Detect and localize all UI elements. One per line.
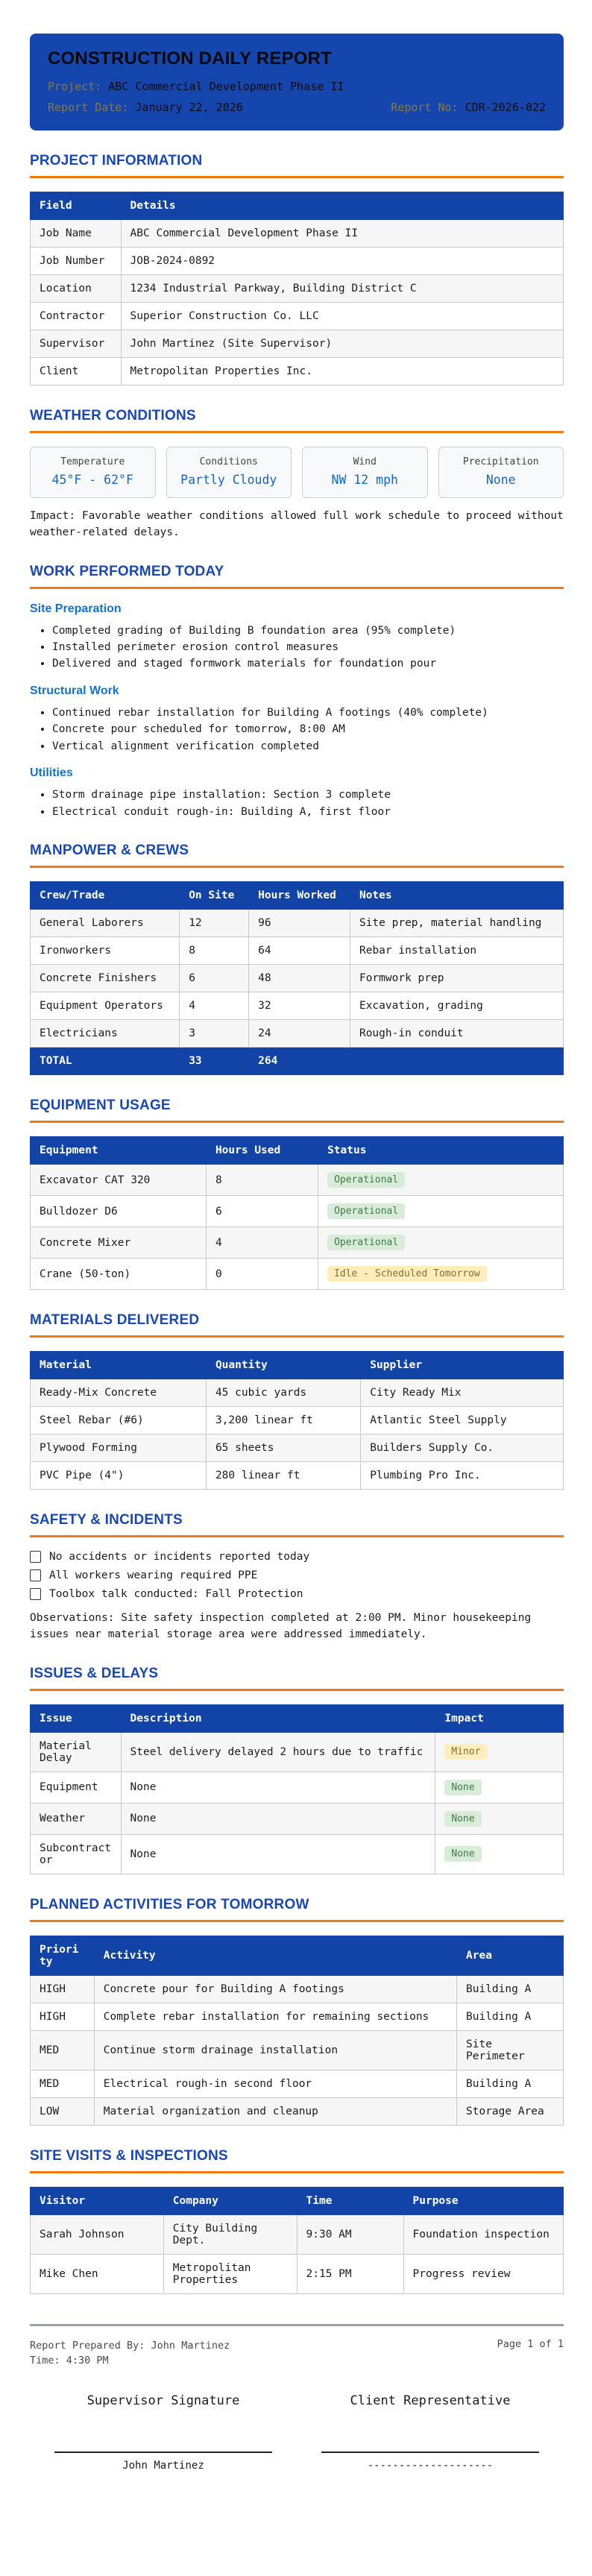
table-cell: Metropolitan Properties: [163, 2254, 297, 2293]
table-row: [31, 992, 564, 1020]
column-header: Purpose: [403, 2187, 564, 2214]
checkbox-icon[interactable]: [30, 1588, 41, 1600]
section-divider: [30, 1121, 564, 1123]
table-cell: [350, 1048, 563, 1075]
table-cell: Foundation inspection: [403, 2214, 564, 2254]
checklist-item: [30, 1588, 564, 1600]
table-cell: John Martinez (Site Supervisor): [121, 330, 563, 358]
table-cell: Concrete Mixer: [31, 1227, 207, 1259]
prepared-time-text: Time: 4:30 PM: [30, 2355, 109, 2366]
table-cell: 4: [206, 1227, 318, 1259]
table-cell: 280 linear ft: [206, 1462, 360, 1490]
table-cell: Equipment: [31, 1772, 122, 1803]
table-cell: Ironworkers: [31, 937, 180, 965]
table-cell: None: [121, 1803, 435, 1834]
table-row: [31, 1834, 564, 1874]
work-item-list: [30, 787, 564, 820]
table-row: [31, 2214, 564, 2254]
table-cell: 4: [180, 992, 249, 1020]
table-row: [31, 1732, 564, 1772]
table-cell: 8: [206, 1165, 318, 1196]
table-cell: [318, 1259, 564, 1290]
status-badge: Idle - Scheduled Tomorrow: [327, 1266, 487, 1282]
table-cell: Rebar installation: [350, 937, 563, 965]
checkbox-icon[interactable]: [30, 1551, 41, 1563]
section-title: MATERIALS DELIVERED: [30, 1312, 200, 1329]
column-header: Priority: [31, 1936, 95, 1975]
table-cell: Complete rebar installation for remaining sections: [94, 2003, 456, 2030]
section-divider: [30, 587, 564, 589]
table-row: [31, 330, 564, 358]
weather-card-label: Precipitation: [462, 456, 539, 467]
work-item: • Delivered and staged formwork materials for foundation pour: [52, 655, 564, 672]
table-row: [31, 1462, 564, 1490]
section-title: PLANNED ACTIVITIES FOR TOMORROW: [30, 1896, 309, 1912]
table-total-row: [31, 1048, 564, 1075]
table-row: [31, 303, 564, 330]
table-row: [31, 1975, 564, 2003]
equipment-table: [30, 1136, 564, 1290]
column-header: Company: [163, 2187, 297, 2214]
planned-activities-table: [30, 1936, 564, 2126]
section-divider: [30, 1920, 564, 1922]
table-row: [31, 1407, 564, 1435]
safety-checklist: [30, 1551, 564, 1600]
weather-card: [30, 447, 156, 498]
table-cell: Supervisor: [31, 330, 122, 358]
table-row: [31, 220, 564, 248]
signature-name: --------------------: [367, 2460, 494, 2472]
section-title: WORK PERFORMED TODAY: [30, 563, 224, 579]
weather-impact-text: Impact: Favorable weather conditions allowed full work schedule to proceed without weather-related delays.: [30, 510, 564, 538]
table-cell: Bulldozer D6: [31, 1196, 207, 1227]
signature-label: Supervisor Signature: [86, 2393, 240, 2409]
table-cell: Equipment Operators: [31, 992, 180, 1020]
table-cell: Excavator CAT 320: [31, 1165, 207, 1196]
report-header: [30, 34, 564, 130]
table-header-row: [31, 1704, 564, 1732]
table-cell: [435, 1803, 564, 1834]
table-header-row: [31, 2187, 564, 2214]
section-title: PROJECT INFORMATION: [30, 153, 203, 169]
table-cell: 32: [249, 992, 350, 1020]
project-label: Project:: [48, 80, 102, 93]
work-group-heading: Site Preparation: [30, 602, 122, 615]
column-header: Time: [297, 2187, 403, 2214]
table-cell: Continue storm drainage installation: [94, 2030, 456, 2070]
work-item: • Vertical alignment verification completed: [52, 738, 564, 755]
section-divider: [30, 2171, 564, 2173]
section-divider: [30, 866, 564, 868]
section-title: MANPOWER & CREWS: [30, 843, 189, 859]
table-cell: Site Perimeter: [457, 2030, 564, 2070]
status-badge: Operational: [327, 1203, 405, 1219]
table-cell: Material organization and cleanup: [94, 2097, 456, 2125]
table-cell: 0: [206, 1259, 318, 1290]
signature-name: John Martinez: [122, 2460, 204, 2472]
prepared-by-block: [30, 2338, 230, 2369]
materials-table: [30, 1351, 564, 1490]
section-title: SAFETY & INCIDENTS: [30, 1512, 183, 1528]
weather-card-label: Temperature: [60, 456, 125, 467]
table-row: [31, 2254, 564, 2293]
signature-line: [54, 2451, 273, 2453]
section-divider: [30, 176, 564, 178]
table-row: [31, 248, 564, 275]
table-cell: Plumbing Pro Inc.: [361, 1462, 564, 1490]
table-cell: Concrete Finishers: [31, 965, 180, 992]
table-row: [31, 1803, 564, 1834]
table-row: [31, 358, 564, 385]
work-item: • Electrical conduit rough-in: Building A, first floor: [52, 804, 564, 820]
report-footer: [30, 2324, 564, 2472]
table-cell: 6: [180, 965, 249, 992]
table-cell: Job Number: [31, 248, 122, 275]
weather-card-label: Wind: [353, 456, 377, 467]
table-cell: [318, 1196, 564, 1227]
work-item: • Completed grading of Building B foundation area (95% complete): [52, 623, 564, 639]
signature-blocks: [30, 2393, 564, 2472]
column-header: Supplier: [361, 1352, 564, 1379]
table-cell: 45 cubic yards: [206, 1379, 360, 1407]
column-header: Status: [318, 1137, 564, 1165]
work-item-list: [30, 705, 564, 755]
table-cell: Ready-Mix Concrete: [31, 1379, 207, 1407]
table-row: [31, 1379, 564, 1407]
project-line: [48, 80, 546, 93]
signature-block: [318, 2393, 543, 2472]
table-row: [31, 965, 564, 992]
work-item: • Concrete pour scheduled for tomorrow, 8:00 AM: [52, 721, 564, 737]
table-cell: Concrete pour for Building A footings: [94, 1975, 456, 2003]
weather-card: [302, 447, 428, 498]
table-cell: Excavation, grading: [350, 992, 563, 1020]
site-visits-table: [30, 2187, 564, 2294]
table-cell: 12: [180, 910, 249, 937]
table-cell: Rough-in conduit: [350, 1020, 563, 1048]
section-project-information: [30, 153, 564, 385]
table-cell: 6: [206, 1196, 318, 1227]
checkbox-icon[interactable]: [30, 1569, 41, 1581]
column-header: Issue: [31, 1704, 122, 1732]
section-site-visits: [30, 2148, 564, 2294]
column-header: On Site: [180, 882, 249, 910]
table-row: [31, 937, 564, 965]
table-cell: Material Delay: [31, 1732, 122, 1772]
table-cell: Steel delivery delayed 2 hours due to traffic: [121, 1732, 435, 1772]
checklist-label: Toolbox talk conducted: Fall Protection: [49, 1588, 303, 1601]
table-cell: Storage Area: [457, 2097, 564, 2125]
section-weather-conditions: [30, 408, 564, 541]
checklist-label: All workers wearing required PPE: [49, 1569, 258, 1582]
work-group-heading: Structural Work: [30, 684, 119, 697]
table-cell: City Building Dept.: [163, 2214, 297, 2254]
work-item: • Installed perimeter erosion control measures: [52, 639, 564, 655]
signature-label: Client Representative: [350, 2393, 511, 2409]
table-cell: ABC Commercial Development Phase II: [121, 220, 563, 248]
section-materials-delivered: [30, 1312, 564, 1490]
weather-card-value: 45°F - 62°F: [51, 473, 133, 487]
column-header: Notes: [350, 882, 563, 910]
table-header-row: [31, 1936, 564, 1975]
table-row: [31, 2070, 564, 2097]
table-cell: General Laborers: [31, 910, 180, 937]
table-cell: Atlantic Steel Supply: [361, 1407, 564, 1435]
column-header: Material: [31, 1352, 207, 1379]
table-row: [31, 2003, 564, 2030]
signature-block: [51, 2393, 276, 2472]
table-cell: Building A: [457, 2070, 564, 2097]
table-cell: Metropolitan Properties Inc.: [121, 358, 563, 385]
status-badge: None: [444, 1846, 481, 1862]
table-row: [31, 1772, 564, 1803]
table-row: [31, 1435, 564, 1462]
report-meta-row: [48, 101, 546, 114]
table-cell: PVC Pipe (4"): [31, 1462, 207, 1490]
work-item-list: [30, 623, 564, 673]
section-equipment-usage: [30, 1098, 564, 1290]
section-manpower-crews: [30, 843, 564, 1075]
checklist-item: [30, 1569, 564, 1581]
table-row: [31, 275, 564, 303]
checklist-label: No accidents or incidents reported today: [49, 1551, 310, 1563]
work-group-heading: Utilities: [30, 766, 73, 780]
report-no-value: CDR-2026-022: [465, 101, 546, 114]
report-no-label: Report No:: [391, 101, 459, 114]
section-divider: [30, 1335, 564, 1338]
section-safety-incidents: [30, 1512, 564, 1643]
table-cell: Sarah Johnson: [31, 2214, 164, 2254]
table-cell: LOW: [31, 2097, 95, 2125]
safety-observations: Observations: Site safety inspection completed at 2:00 PM. Minor housekeeping issues near material storage area were addressed immediately.: [30, 1612, 532, 1640]
table-cell: City Ready Mix: [361, 1379, 564, 1407]
column-header: Field: [31, 192, 122, 220]
table-cell: Steel Rebar (#6): [31, 1407, 207, 1435]
report-no-line: [391, 101, 546, 114]
weather-card-value: None: [485, 473, 516, 487]
section-issues-delays: [30, 1666, 564, 1874]
section-work-performed: [30, 564, 564, 821]
table-row: [31, 1165, 564, 1196]
table-cell: Subcontractor: [31, 1834, 122, 1874]
section-title: EQUIPMENT USAGE: [30, 1098, 171, 1114]
manpower-table: [30, 881, 564, 1075]
table-cell: None: [121, 1834, 435, 1874]
checklist-item: [30, 1551, 564, 1563]
table-cell: [435, 1732, 564, 1772]
table-cell: 24: [249, 1020, 350, 1048]
table-cell: Client: [31, 358, 122, 385]
table-cell: MED: [31, 2070, 95, 2097]
table-cell: TOTAL: [31, 1048, 180, 1075]
table-cell: 1234 Industrial Parkway, Building District C: [121, 275, 563, 303]
table-cell: [318, 1227, 564, 1259]
table-cell: 64: [249, 937, 350, 965]
table-header-row: [31, 882, 564, 910]
column-header: Area: [457, 1936, 564, 1975]
column-header: Hours Worked: [249, 882, 350, 910]
weather-card-label: Conditions: [199, 456, 258, 467]
table-cell: Plywood Forming: [31, 1435, 207, 1462]
status-badge: None: [444, 1780, 481, 1795]
table-cell: 9:30 AM: [297, 2214, 403, 2254]
table-cell: 65 sheets: [206, 1435, 360, 1462]
table-header-row: [31, 1137, 564, 1165]
table-cell: [318, 1165, 564, 1196]
table-cell: Site prep, material handling: [350, 910, 563, 937]
column-header: Description: [121, 1704, 435, 1732]
status-badge: None: [444, 1811, 481, 1827]
table-cell: HIGH: [31, 2003, 95, 2030]
table-cell: MED: [31, 2030, 95, 2070]
table-cell: HIGH: [31, 1975, 95, 2003]
work-item: • Storm drainage pipe installation: Section 3 complete: [52, 787, 564, 803]
table-cell: Formwork prep: [350, 965, 563, 992]
table-cell: 96: [249, 910, 350, 937]
column-header: Hours Used: [206, 1137, 318, 1165]
prepared-by-text: Report Prepared By: John Martinez: [30, 2339, 230, 2352]
table-cell: Job Name: [31, 220, 122, 248]
report-date-line: [48, 101, 243, 114]
table-header-row: [31, 1352, 564, 1379]
weather-cards: [30, 447, 564, 498]
status-badge: Operational: [327, 1172, 405, 1188]
page-number: Page 1 of 1: [497, 2337, 564, 2350]
table-row: [31, 1196, 564, 1227]
table-cell: Weather: [31, 1803, 122, 1834]
status-badge: Operational: [327, 1235, 405, 1250]
signature-line: [321, 2451, 540, 2453]
project-value: ABC Commercial Development Phase II: [108, 80, 344, 93]
table-row: [31, 1020, 564, 1048]
issues-table: [30, 1704, 564, 1874]
status-badge: Minor: [444, 1744, 487, 1760]
column-header: Visitor: [31, 2187, 164, 2214]
section-planned-activities: [30, 1897, 564, 2126]
table-cell: Crane (50-ton): [31, 1259, 207, 1290]
table-cell: Progress review: [403, 2254, 564, 2293]
table-cell: Electricians: [31, 1020, 180, 1048]
table-cell: Contractor: [31, 303, 122, 330]
work-item: • Continued rebar installation for Building A footings (40% complete): [52, 705, 564, 721]
table-row: [31, 2030, 564, 2070]
report-title: CONSTRUCTION DAILY REPORT: [48, 48, 333, 69]
section-title: ISSUES & DELAYS: [30, 1665, 159, 1681]
table-cell: Superior Construction Co. LLC: [121, 303, 563, 330]
table-row: [31, 2097, 564, 2125]
table-cell: Building A: [457, 1975, 564, 2003]
table-cell: 264: [249, 1048, 350, 1075]
work-groups: [30, 602, 564, 821]
project-info-table: [30, 192, 564, 385]
table-cell: Location: [31, 275, 122, 303]
table-cell: [435, 1834, 564, 1874]
column-header: Activity: [94, 1936, 456, 1975]
table-cell: [435, 1772, 564, 1803]
table-row: [31, 1227, 564, 1259]
column-header: Details: [121, 192, 563, 220]
table-cell: None: [121, 1772, 435, 1803]
table-row: [31, 1259, 564, 1290]
weather-card-value: NW 12 mph: [331, 473, 398, 487]
section-divider: [30, 431, 564, 433]
table-cell: 2:15 PM: [297, 2254, 403, 2293]
weather-card-value: Partly Cloudy: [180, 473, 277, 487]
table-cell: Building A: [457, 2003, 564, 2030]
table-cell: Electrical rough-in second floor: [94, 2070, 456, 2097]
table-cell: 48: [249, 965, 350, 992]
report-date-value: January 22, 2026: [135, 101, 243, 114]
table-header-row: [31, 192, 564, 220]
table-row: [31, 910, 564, 937]
section-divider: [30, 1689, 564, 1691]
column-header: Quantity: [206, 1352, 360, 1379]
table-cell: 8: [180, 937, 249, 965]
section-divider: [30, 1535, 564, 1537]
column-header: Equipment: [31, 1137, 207, 1165]
weather-card: [166, 447, 292, 498]
column-header: Impact: [435, 1704, 564, 1732]
report-date-label: Report Date:: [48, 101, 129, 114]
column-header: Crew/Trade: [31, 882, 180, 910]
table-cell: JOB-2024-0892: [121, 248, 563, 275]
table-cell: 3,200 linear ft: [206, 1407, 360, 1435]
table-cell: 3: [180, 1020, 249, 1048]
weather-card: [438, 447, 564, 498]
section-title: SITE VISITS & INSPECTIONS: [30, 2147, 228, 2164]
table-cell: 33: [180, 1048, 249, 1075]
table-cell: Mike Chen: [31, 2254, 164, 2293]
section-title: WEATHER CONDITIONS: [30, 408, 196, 423]
footer-meta-row: [30, 2338, 564, 2369]
table-cell: Builders Supply Co.: [361, 1435, 564, 1462]
